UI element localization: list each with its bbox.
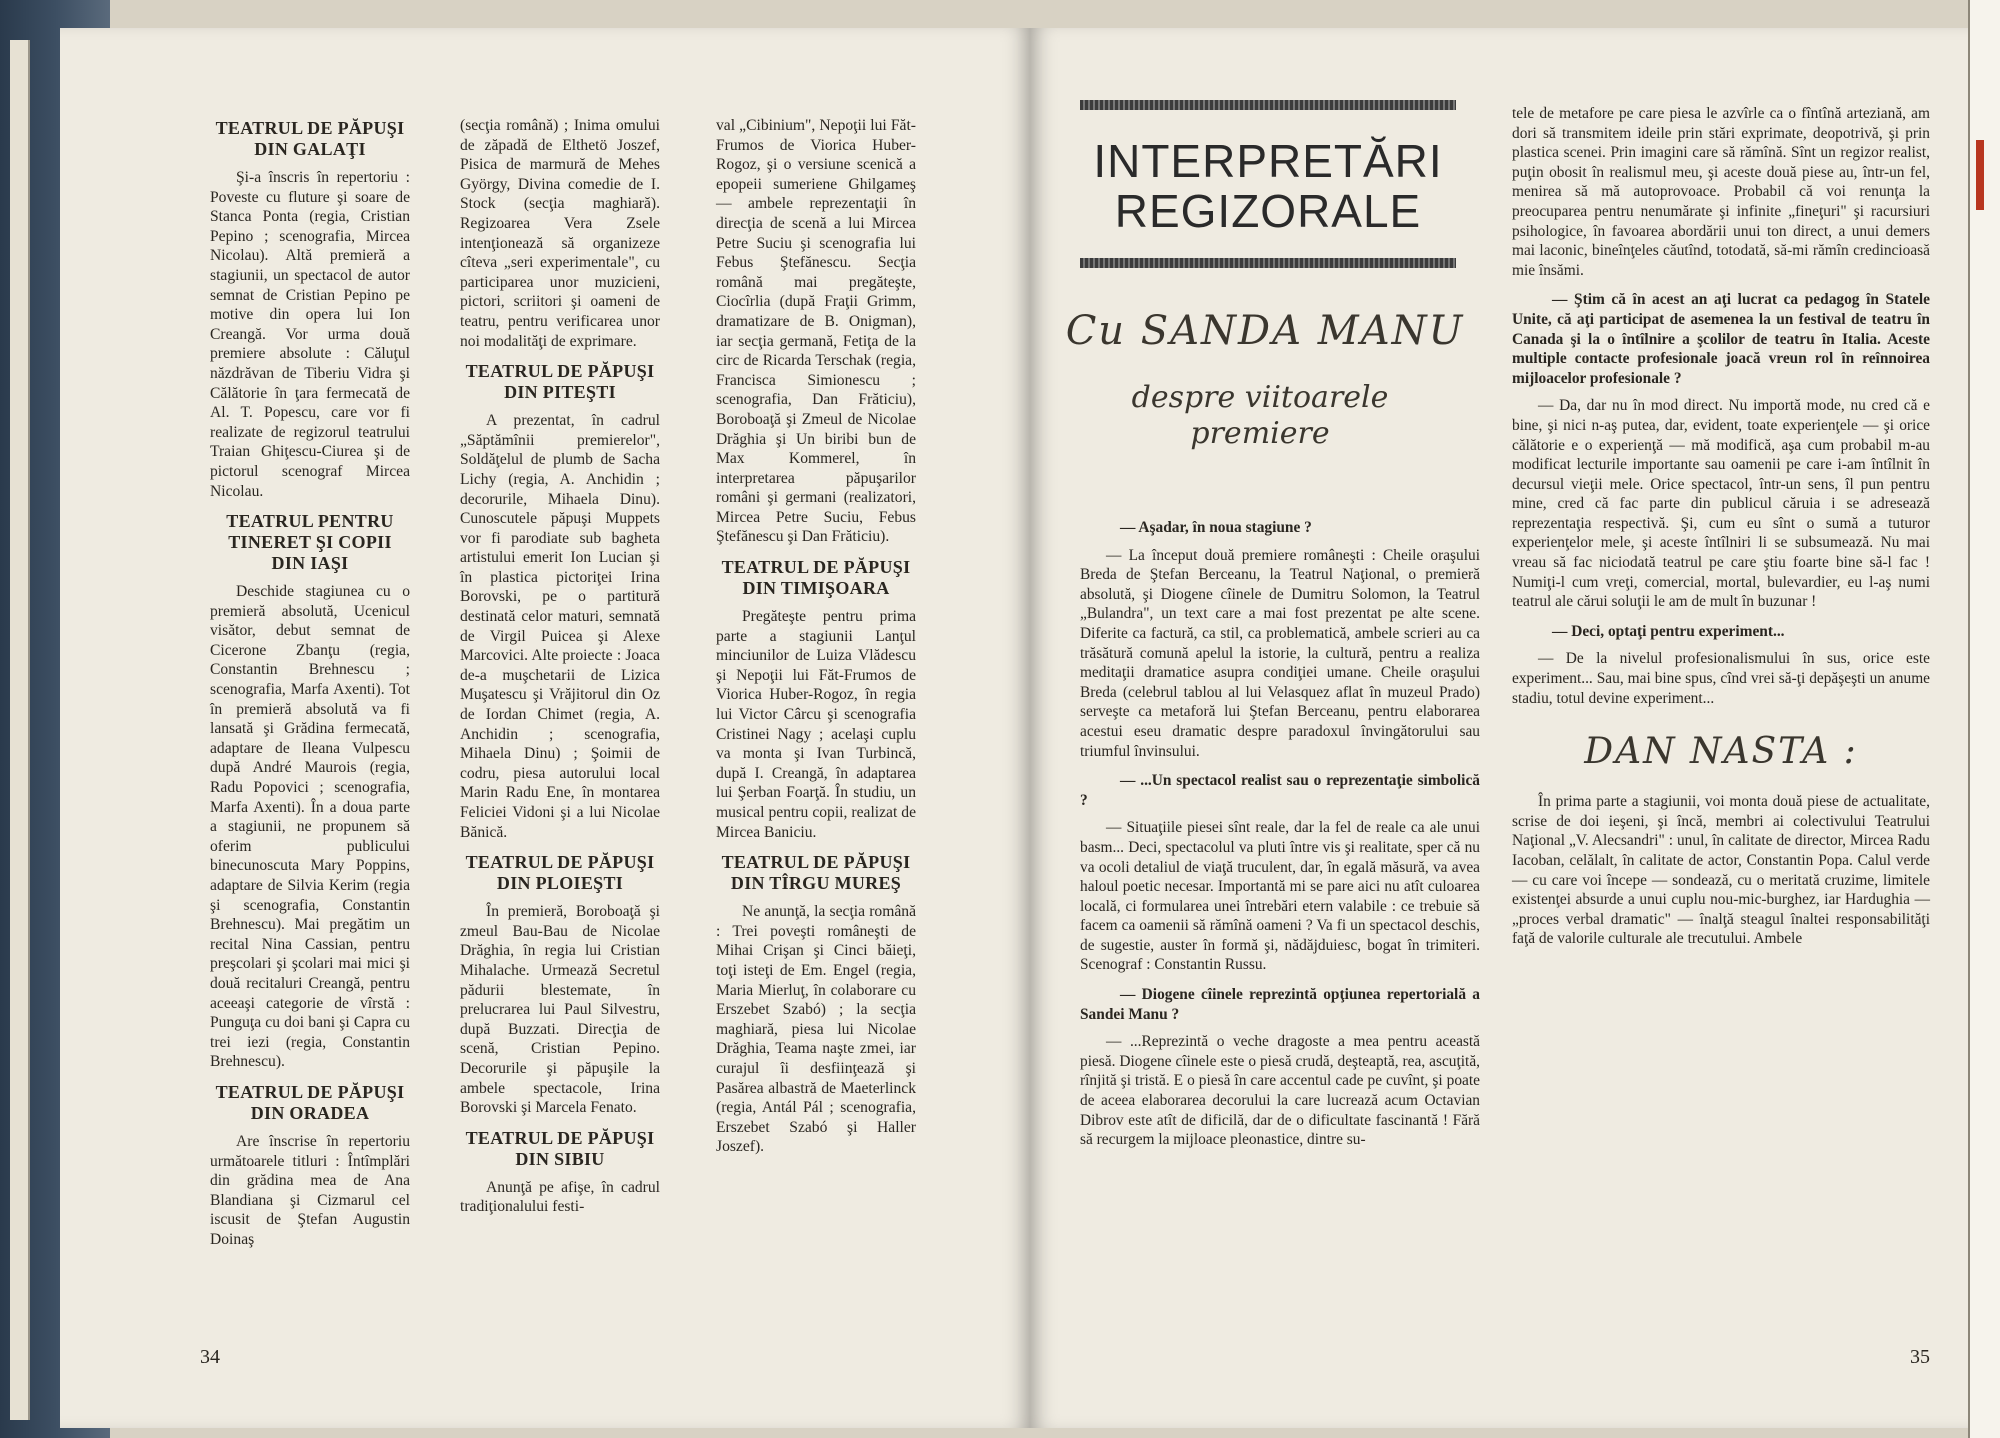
interview-question: — Deci, optaţi pentru experiment... [1552,622,1785,640]
interview-title: Cu SANDA MANU [1065,308,1465,354]
section-heading: TEATRUL DE PĂPUŞI DIN TÎRGU MUREŞ [721,852,911,894]
section-heading: TEATRUL DE PĂPUŞI DIN SIBIU [465,1127,655,1169]
interview-question: — ...Un spectacol realist sau o reprezentaţie simbolică ? [1080,772,1480,809]
paragraph: Deschide stagiunea cu o premieră absolută, Ucenicul visător, debut semnat de Cicerone Zbanţu (regia, Constantin Brehnescu ; scenografia, Marfa Axenti). Tot în premieră absolută va fi lansată şi Grădina fermecată, adaptare de Ileana Vulpescu după André Maurois (regia, Radu Popovici ; scenografia, Marfa Axenti). În a doua parte a stagiunii, ne propunem să oferim publicului binecunoscuta Mary Poppins, adaptare de Silvia Kerim (regia şi scenografia, Constantin Brehnescu). Mai pregătim un recital Nina Cassian, pentru preşcolari şi şcolari mai mici şi două recitaluri Creangă, pentru aceeaşi categorie de vîrstă : Punguţa cu doi bani şi Capra cu trei iezi (regia, Constantin Brehnescu). [210,583,410,1071]
paragraph: A prezentat, în cadrul „Săptămînii premierelor", Soldăţelul de plumb de Sacha Lichy (regia, A. Anchidin ; decorurile, Mihaela Dinu). Cunoscutele păpuşi Muppets vor fi parodiate sub bagheta artistului emerit Ion Lucian şi în plastica pictoriţei Irina Borovski, pe o partitură destinată celor maturi, semnată de Virgil Puicea şi Alexe Marcovici. Alte proiecte : Joaca de-a muşchetarii de Lizica Muşatescu şi Vrăjitorul din Oz de Iordan Chimet (regia, A. Anchidin ; scenografia, Mihaela Dinu) ; Şoimii de codru, piesa autorului local Marin Radu Ene, în montarea Feliciei Vidoni şi a lui Nicolae Bănică. [460,412,660,841]
paragraph: În premieră, Boroboaţă şi zmeul Bau-Bau de Nicolae Drăghia, în regia lui Cristian Mihalache. Urmează Secretul pădurii blestemate, în prelucrarea lui Paul Silvestru, după Buzzati. Direcţia de scenă, Cristian Pepino. Decorurile şi păpuşile la ambele spectacole, Irina Borovski şi Marcela Fenato. [460,903,660,1117]
interview-question: — Aşadar, în noua stagiune ? [1120,519,1312,536]
page-number-right: 35 [1910,1346,1930,1368]
right-column-2 [1512,104,1930,949]
left-page [60,28,1030,1428]
paragraph-continued: tele de metafore pe care piesa le azvîrle ca o fîntînă arteziană, am dori să transmitem ideile prin stări exprimate, deopotrivă, şi prin plastica scenei. Prin imagini care să rămînă. Sînt un regizor realist, puţin obosit în realismul meu, şi aceste două piese au, într-un fel, menirea să mă autoprovoace. Probabil că voi renunţa la preocuparea pentru nenumărate şi infinite „fineţuri" şi racursiuri psihologice, în favoarea abordării unui ton direct, a unui demers mai laconic, bineînţeles căutînd, totodată, să-mi rămîn credincioasă mie însămi. [1512,105,1930,279]
interview-question: — Ştim că în acest an aţi lucrat ca pedagog în Statele Unite, că aţi participat de asemenea la un festival de teatru în Canada şi la o întîlnire a şcolilor de teatru în Italia. Aceste multiple contacte profesionale joacă vreun rol în reînnoirea mijloacelor profesionale ? [1512,291,1930,387]
page-edge-bookmarks [1968,0,2000,1438]
section-heading: TEATRUL DE PĂPUŞI DIN GALAŢI [215,118,405,159]
interview-question: — Diogene cîinele reprezintă opţiunea repertorială a Sandei Manu ? [1080,986,1480,1023]
title-rule-top [1080,100,1456,110]
right-column-1 [1080,508,1480,1150]
section-heading: TEATRUL DE PĂPUŞI DIN ORADEA [215,1081,405,1123]
paragraph: — Da, dar nu în mod direct. Nu importă mode, nu cred că e bine, şi nici n-aş putea, dar, evident, toate experienţele — şi orice călătorie e o experienţă — mă modifică, aşa cum probabil m-au modificat lecturile importante sau oamenii pe care i-am întîlnit în decursul vieţii mele. Orice spectacol, într-un sens, îl pun pentru mine, cred că fac parte din publicul căruia i se adresează reprezentaţia respectivă. Şi, cum eu sînt o sumă a tuturor experienţelor mele, şi aceste întîlniri li se subsumează. Nu mai vreau să fac niciodată teatrul pe care ştiu foarte bine să-l fac ! Numiţi-l cum vreţi, comercial, mortal, bulevardier, eu l-aş numi teatrul ale cărui soluţii le am de mult în buzunar ! [1512,397,1930,611]
paragraph: Şi-a înscris în repertoriu : Poveste cu fluture şi soare de Stanca Ponta (regia, Cristian Pepino ; scenografia, Mircea Nicolau). Altă premieră a stagiunii, un spectacol de autor semnat de Cristian Pepino pe motive din opera lui Ion Creangă. Vor urma două premiere absolute : Căluţul năzdrăvan de Tiberiu Vidra şi Călătorie în ţara fermecată de Al. T. Popescu, care vor fi realizate de regizorul teatrului Traian Ghiţescu-Ciurea şi de pictorul scenograf Mircea Nicolau. [210,169,410,500]
interviewee-heading: DAN NASTA : [1584,731,1858,773]
page-number-left: 34 [200,1346,220,1368]
paragraph: — Situaţiile piesei sînt reale, dar la fel de reale ca ale unui basm... Deci, spectacolul va pluti între vis şi realitate, sper că nu va ocoli detaliul de viaţă truculent, dar, în egală măsură, va avea haloul poetic necesar. Importantă mi se pare aici nu atît culoarea locală, ci formularea unei întrebări etern valabile : ce trebuie să facem ca oamenii să rămînă oameni ? Va fi un spectacol deschis, de sugestie, auster în formă şi, nădăjduiesc, bogat în trimiteri. Scenograf : Constantin Russu. [1080,819,1480,974]
section-heading: TEATRUL DE PĂPUŞI DIN PITEŞTI [465,361,655,403]
paragraph: Ne anunţă, la secţia română : Trei poveşti româneşti de Mihai Crişan şi Cinci băieţi, toţi isteţi de Em. Engel (regia, Maria Mierluţ, în colaborare cu Erszebet Szabó) ; la secţia maghiară, piesa lui Nicolae Drăghia, Teama naşte zmei, iar curajul îi desfiinţează şi Pasărea albastră de Maeterlinck (regia, Antál Pál ; scenografia, Erszebet Szabó şi Haller Joszef). [716,903,916,1156]
paragraph: În prima parte a stagiunii, voi monta două piese de actualitate, scrise de doi ieşeni, şi încă, membri ai colectivului Teatrului Naţional „V. Alecsandri" : unul, în calitate de director, Mircea Radu Iacoban, celălalt, în calitate de actor, Constantin Popa. Calul verde — cu care voi începe — sondează, cu o meritată cruzime, limitele existenţei absurde a unui cuplu nou-mic-burghez, iar Hardughia — „proces verbal dramatic" — înalţă steagul înaltei responsabilităţi faţă de valorile culturale ale trecutului. Ambele [1512,793,1930,948]
left-column-1 [210,118,410,1250]
paragraph-continued: (secţia română) ; Inima omului de zăpadă de Elthetö Joszef, Pisica de marmură de Mehes György, Divina comedie de I. Stock (secţia maghiară). Regizoarea Vera Zsele intenţionează să organizeze cîteva „seri experimentale", cu participarea unor muzicieni, pictori, scriitori şi oameni de teatru, pentru verificarea unor noi modalităţi de exprimare. [460,117,660,350]
section-heading: TEATRUL DE PĂPUŞI DIN PLOIEŞTI [465,852,655,894]
paragraph: Are înscrise în repertoriu următoarele titluri : Întîmplări din grădina mea de Ana Blandiana şi Cizmarul cel iscusit de Ştefan Augustin Doinaş [210,1132,410,1248]
paragraph: Pregăteşte pentru prima parte a stagiunii Lanţul minciunilor de Luiza Vlădescu şi Nepoţii lui Făt-Frumos de Viorica Huber-Rogoz, în regia lui Victor Cârcu şi scenografia Cristinei Nagy ; acelaşi cuplu va monta şi Ivan Turbincă, după I. Creangă, în adaptarea lui Şerban Foarţă. În studiu, un musical pentru copii, realizat de Mircea Baniciu. [716,608,916,841]
left-column-2 [460,116,660,1217]
left-column-3 [716,116,916,1157]
title-rule-bottom [1080,258,1456,268]
paragraph: — ...Reprezintă o veche dragoste a mea pentru această piesă. Diogene cîinele este o piesă crudă, deşteaptă, rea, ascuţită, rînjită şi tristă. E o piesă în care accentul cade pe cuvînt, şi poate de aceea elaborarea decorului la care lucrează acum Octavian Dibrov este atît de dificilă, dar de o dificultate fascinantă ! Fără să recurgem la mijloace pleonastice, dintre su- [1080,1033,1480,1149]
interview-subtitle: despre viitoarele premiere [1131,380,1389,451]
paragraph-continued: val „Cibinium", Nepoţii lui Făt-Frumos de Viorica Huber-Rogoz, şi o versiune scenică a epopeii sumeriene Ghilgameş — ambele reprezentaţii în direcţia de scenă a lui Mircea Petre Suciu şi scenografia lui Febus Ştefănescu. Secţia română mai pregăteşte, Ciocîrlia (după Fraţii Grimm, dramatizare de B. Onigman), iar secţia germană, Fetiţa de la circ de Ricarda Terschak (regia, Francisca Simionescu ; scenografia, Dan Frăticiu), Boroboaţă şi Zmeul de Nicolae Drăghia şi Un biribi bun de Max Kommerel, în interpretarea păpuşarilor români şi germani (realizatori, Mircea Petre Suciu, Febus Ştefănescu şi Dan Frăticiu). [716,117,916,546]
right-page [1030,28,1990,1428]
paragraph: — De la nivelul profesionalismului în sus, orice este experiment... Sau, mai bine spus, cînd vrei să-ţi depăşeşti un anume stadiu, totul devine experiment... [1512,650,1930,707]
section-heading: TEATRUL DE PĂPUŞI DIN TIMIŞOARA [721,557,911,599]
section-title: INTERPRETĂRI REGIZORALE [1093,135,1443,237]
paragraph: Anunţă pe afişe, în cadrul tradiţionalului festi- [460,1178,660,1216]
paragraph: — La început două premiere româneşti : Cheile oraşului Breda de Ştefan Berceanu, la Teatrul Naţional, o premieră absolută, şi Diogene cîinele de Dumitru Solomon, la Teatrul „Bulandra", un text care a mai fost prezentat pe alte scene. Diferite ca factură, ca stil, ca problematică, ambele scrieri au ca trăsătură comună apelul la istorie, la cultură, pentru a realiza meditaţii dramatice asupra condiţiei umane. Cheile oraşului Breda (celebrul tablou al lui Velasquez aflat în muzeul Prado) serveşte ca metaforă lui Ştefan Berceanu, pentru elaborarea acestui eseu dramatic despre paradoxul învingătorului sau triumful învinsului. [1080,546,1480,760]
section-heading: TEATRUL PENTRU TINERET ŞI COPII DIN IAŞI [226,511,394,574]
